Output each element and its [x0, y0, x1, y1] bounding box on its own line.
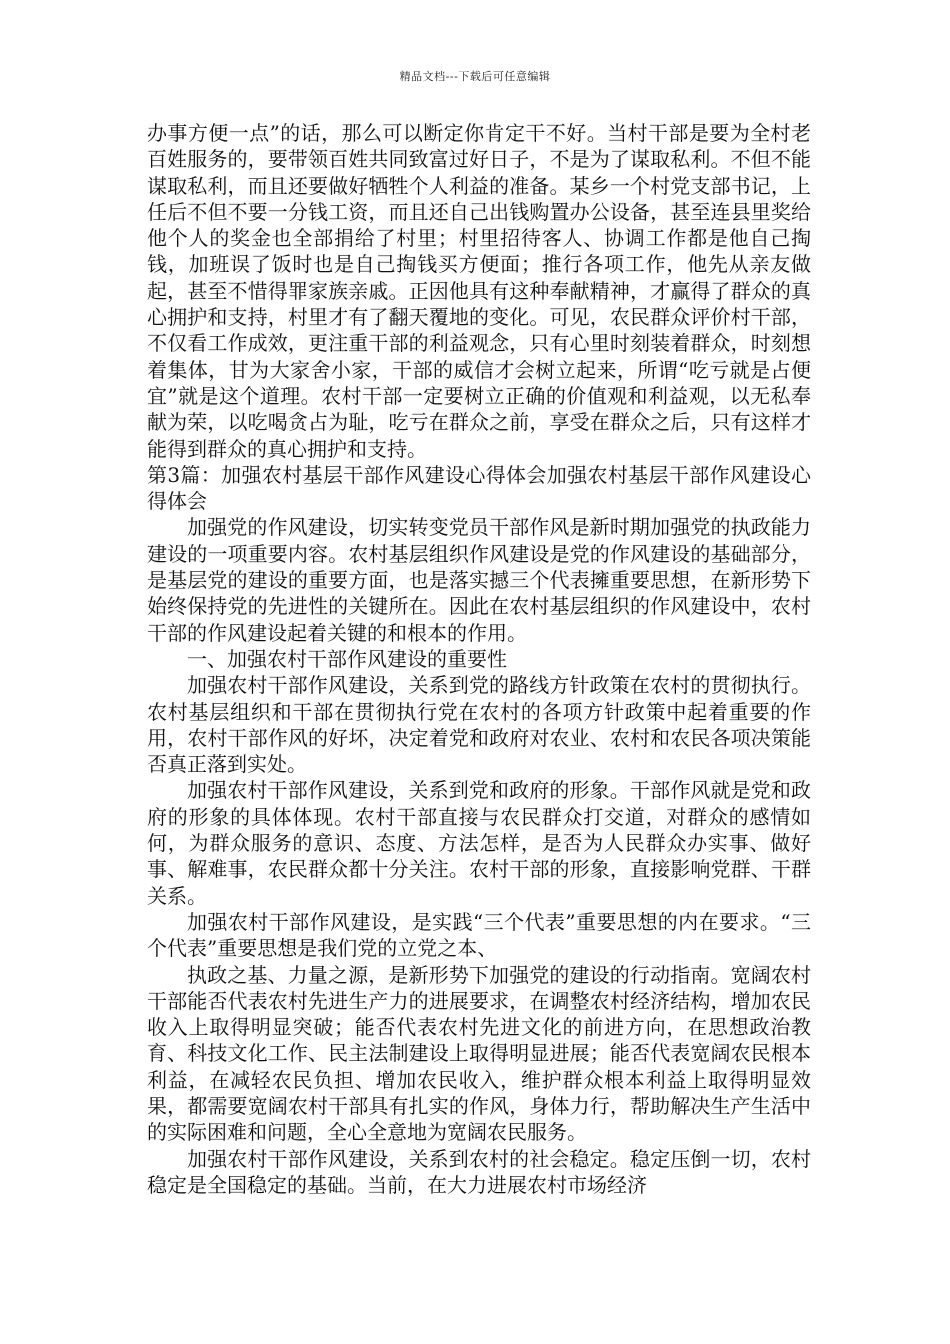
paragraph-8: 执政之基、力量之源，是新形势下加强党的建设的行动指南。宽阔农村干部能否代表农村先进生产力的进展要求，在调整农村经济结构，增加农民收入上取得明显突破；能否代表农村先进文化的前进方向，在思想政治教育、科技文化工作、民主法制建设上取得明显进展；能否代表宽阔农民根本利益，在减轻农民负担、增加农民收入，维护群众根本利益上取得明显效果，都需要宽阔农村干部具有扎实的作风，身体力行，帮助解决生产生活中的实际困难和问题，全心全意地为宽阔农民服务。	[147, 962, 811, 1145]
paragraph-1: 办事方便一点”的话，那么可以断定你肯定干不好。当村干部是要为全村老百姓服务的，要带领百姓共同致富过好日子，不是为了谋取私利。不但不能谋取私利，而且还要做好牺牲个人利益的准备。某乡一个村党支部书记，上任后不但不要一分钱工资，而且还自己出钱购置办公设备，甚至连县里奖给他个人的奖金也全部捐给了村里；村里招待客人、协调工作都是他自己掏钱，加班误了饭时也是自己掏钱买方便面；推行各项工作，他先从亲友做起，甚至不惜得罪家族亲戚。正因他具有这种奉献精神，才赢得了群众的真心拥护和支持，村里才有了翻天覆地的变化。可见，农民群众评价村干部，不仅看工作成效，更注重干部的利益观念，只有心里时刻装着群众，时刻想着集体，甘为大家舍小家，干部的威信才会树立起来，所谓“吃亏就是占便宜”就是这个道理。农村干部一定要树立正确的价值观和利益观，以无私奉献为荣，以吃喝贪占为耻，吃亏在群众之前，享受在群众之后，只有这样才能得到群众的真心拥护和支持。	[147, 121, 811, 461]
subheading: 一、加强农村干部作风建设的重要性	[187, 646, 507, 671]
section-heading: 第3篇：加强农村基层干部作风建设心得体会加强农村基层干部作风建设心得体会	[147, 462, 811, 514]
paragraph-7: 加强农村干部作风建设，是实践“三个代表”重要思想的内在要求。“三个代表”重要思想是我们党的立党之本、	[147, 909, 811, 961]
paragraph-3: 加强党的作风建设，切实转变党员干部作风是新时期加强党的执政能力建设的一项重要内容。农村基层组织作风建设是党的作风建设的基础部分，是基层党的建设的重要方面，也是落实撼三个代表擁重要思想，在新形势下始终保持党的先进性的关键所在。因此在农村基层组织的作风建设中，农村干部的作风建设起着关键的和根本的作用。	[147, 515, 811, 645]
paragraph-6: 加强农村干部作风建设，关系到党和政府的形象。干部作风就是党和政府的形象的具体体现。农村干部直接与农民群众打交道，对群众的感情如何，为群众服务的意识、态度、方法怎样，是否为人民群众办实事、做好事、解难事，农民群众都十分关注。农村干部的形象，直接影响党群、干群关系。	[147, 778, 811, 908]
paragraph-9: 加强农村干部作风建设，关系到农村的社会稳定。稳定压倒一切，农村稳定是全国稳定的基础。当前，在大力进展农村市场经济	[147, 1146, 811, 1197]
paragraph-5: 加强农村干部作风建设，关系到党的路线方针政策在农村的贯彻执行。农村基层组织和干部在贯彻执行党在农村的各项方针政策中起着重要的作用，农村干部作风的好坏，决定着党和政府对农业、农村和农民各项决策能否真正落到实处。	[147, 673, 811, 777]
document-body	[147, 120, 811, 1198]
page-header: 精品文档---下载后可任意编辑	[399, 70, 551, 83]
